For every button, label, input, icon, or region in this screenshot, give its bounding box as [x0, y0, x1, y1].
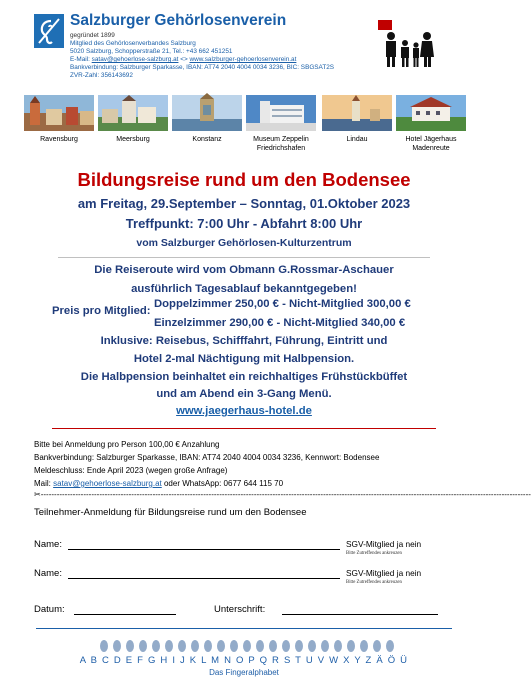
photo-label-konstanz: Konstanz	[192, 136, 222, 143]
website-link[interactable]: www.salzburger-gehoerlosenverein.at	[189, 56, 297, 63]
cut-line	[34, 490, 531, 500]
alphabet-letters: A B C D E F G H I J K L M N O P Q R S T U V W X Y Z Ä Ö Ü	[79, 655, 409, 666]
event-venue: vom Salzburger Gehörlosen-Kulturzentrum	[136, 237, 352, 249]
price-label: Preis pro Mitglied:	[52, 305, 151, 317]
sgv-note-1: Bitte Zutreffendes ankreuzen	[346, 551, 402, 556]
date-label: Datum:	[34, 604, 65, 615]
name-field-2[interactable]	[68, 578, 340, 579]
name-label-2: Name:	[34, 568, 62, 579]
photo-meersburg	[98, 95, 168, 131]
signature-label: Unterschrift:	[214, 604, 266, 615]
org-name: Salzburger Gehörlosenverein	[70, 12, 287, 29]
scissors-icon: ✂	[34, 490, 41, 499]
ear-logo-icon	[34, 14, 64, 48]
mail-link[interactable]: satav@gehoerlose-salzburg.at	[53, 479, 162, 488]
event-title: Bildungsreise rund um den Bodensee	[77, 169, 411, 190]
cut-dashes: ----------------------------------------------------------------------------------------------------------------------------------------------------------------------------------------	[40, 490, 531, 499]
event-meeting: Treffpunkt: 7:00 Uhr - Abfahrt 8:00 Uhr	[125, 216, 363, 231]
org-zvr: ZVR-Zahl: 356143692	[70, 72, 133, 79]
divider-red	[52, 428, 436, 429]
mail-label: Mail:	[34, 479, 54, 488]
inclusive-line-2: Hotel 2-mal Nächtigung mit Halbpension.	[133, 353, 355, 365]
org-membership: Mitglied des Gehörlosenverbandes Salzburg	[70, 40, 196, 47]
photo-lindau	[322, 95, 392, 131]
name-field-1[interactable]	[68, 549, 340, 550]
sgv-member-choice-1[interactable]: SGV-Mitglied ja nein	[346, 539, 422, 549]
photo-konstanz	[172, 95, 242, 131]
org-bank: Bankverbindung: Salzburger Sparkasse, IBAN: AT74 2040 4004 0034 3236, BIC: SBGSAT2S	[70, 64, 335, 71]
deposit-note: Bitte bei Anmeldung pro Person 100,00 € Anzahlung	[34, 440, 220, 449]
org-contact	[70, 56, 296, 64]
halfboard-line-2: und am Abend ein 3-Gang Menü.	[156, 388, 332, 400]
event-date: am Freitag, 29.September – Sonntag, 01.Oktober 2023	[77, 196, 411, 211]
price-double: Doppelzimmer 250,00 € - Nicht-Mitglied 300,00 €	[154, 298, 411, 310]
alphabet-caption: Das Fingeralphabet	[209, 668, 279, 677]
photo-ravensburg	[24, 95, 94, 131]
date-field[interactable]	[74, 614, 176, 615]
email-link[interactable]: satav@gehoerlose-salzburg.at	[91, 56, 179, 63]
photo-label-meersburg: Meersburg	[116, 136, 150, 143]
name-label-1: Name:	[34, 539, 62, 550]
route-line-1: Die Reiseroute wird vom Obmann G.Rossmar-Aschauer	[94, 264, 394, 276]
letterhead	[34, 12, 474, 90]
signature-field[interactable]	[282, 614, 438, 615]
photo-label-lindau: Lindau	[346, 136, 368, 143]
family-pictogram-icon	[376, 16, 438, 68]
destination-photos	[24, 95, 468, 161]
contact-line	[34, 479, 283, 489]
registration-title: Teilnehmer-Anmeldung für Bildungsreise rund um den Bodensee	[34, 507, 307, 518]
price-single: Einzelzimmer 290,00 € - Nicht-Mitglied 340,00 €	[154, 317, 406, 329]
photo-zeppelin-museum	[246, 95, 316, 131]
photo-label-zeppelin: Museum Zeppelin Friedrichshafen	[253, 136, 309, 152]
whatsapp-text: oder WhatsApp: 0677 644 115 70	[161, 479, 284, 488]
inclusive-line-1: Inklusive: Reisebus, Schifffahrt, Führung, Eintritt und	[100, 335, 388, 347]
hotel-website-link[interactable]: www.jaegerhaus-hotel.de	[176, 405, 312, 417]
sgv-note-2: Bitte Zutreffendes ankreuzen	[346, 580, 402, 585]
deadline-note: Meldeschluss: Ende April 2023 (wegen große Anfrage)	[34, 466, 228, 475]
contact-separator: <>	[178, 56, 190, 63]
route-line-2: ausführlich Tagesablauf bekanntgegeben!	[131, 283, 357, 295]
photo-label-ravensburg: Ravensburg	[40, 136, 78, 143]
photo-hotel-jaegerhaus	[396, 95, 466, 131]
halfboard-line-1: Die Halbpension beinhaltet ein reichhaltiges Frühstückbüffet	[80, 371, 408, 383]
email-label: E-Mail:	[70, 56, 92, 63]
divider	[58, 257, 430, 258]
bank-details: Bankverbindung: Salzburger Sparkasse, IBAN: AT74 2040 4004 0034 3236, Kennwort: Bodensee	[34, 453, 380, 462]
org-address: 5020 Salzburg, Schopperstraße 21, Tel.: +43 662 451251	[70, 48, 233, 55]
sgv-member-choice-2[interactable]: SGV-Mitglied ja nein	[346, 568, 422, 578]
org-founded: gegründet 1899	[70, 32, 115, 39]
fingerspelling-hands-icon	[96, 636, 396, 654]
divider-blue	[36, 628, 452, 629]
photo-label-hotel: Hotel Jägerhaus Madenreute	[405, 136, 457, 152]
